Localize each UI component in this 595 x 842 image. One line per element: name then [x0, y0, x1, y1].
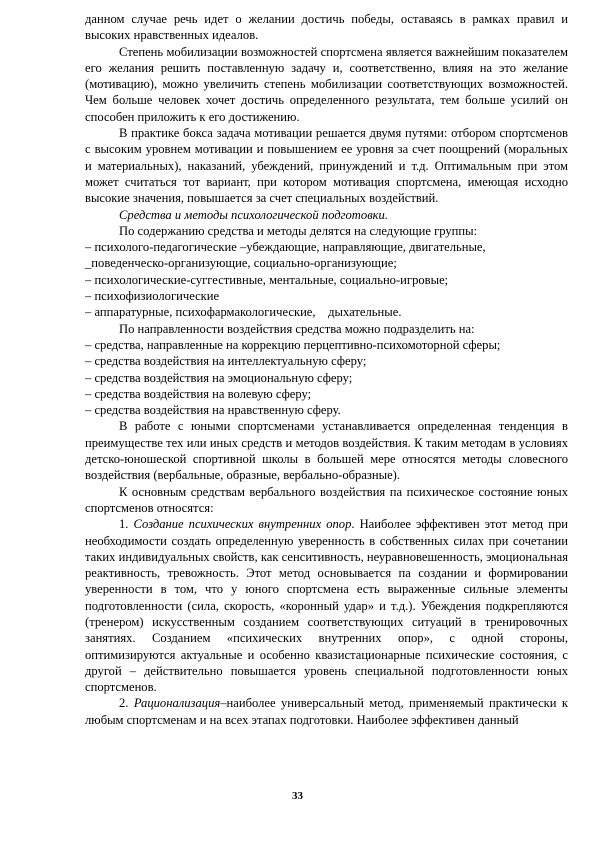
content-group-2: _поведенческо-организующие, социально-организующие; — [85, 256, 397, 271]
method-2-text: –наиболее универсальный метод, применяемый практически к любым спортсменам и на всех этапах подготовки. Наиболее эффективен данный — [85, 696, 569, 727]
content-group-3: – психологические-суггестивные, ментальные, социально-игровые; — [85, 272, 449, 287]
youth-paragraph: В работе с юными спортсменами устанавливается определенная тенденция в преимуществе тех или иных средств и методов воздействия. К таким методам в условиях детско-юношеской спортивной школы в большей мере относятся методы словесного воздействия (вербальные, образные, вербально-образные). — [85, 419, 568, 483]
paragraph-2: Степень мобилизации возможностей спортсмена является важнейшим показателем его желания решить поставленную задачу и, соответственно, влияя на это желание (мотивацию), можно увеличить степень мобилизации соответствующих возможностей. Чем больше человек хочет достичь определенного результата, тем больше усилий он способен приложить к его достижению. — [85, 44, 568, 124]
method-1-title: Создание психических внутренних опор — [133, 517, 352, 532]
content-group-4: – психофизиологические — [85, 289, 220, 304]
section-heading: Средства и методы психологической подготовки. — [119, 207, 389, 222]
method-2-title: Рационализация — [133, 696, 221, 711]
method-1-number: 1. — [119, 517, 129, 532]
content-group-1: – психолого-педагогические –убеждающие, направляющие, двигательные, — [85, 240, 486, 255]
method-2-paragraph — [85, 695, 568, 728]
direction-group-4: – средства воздействия на волевую сферу; — [85, 386, 312, 401]
direction-group-2: – средства воздействия на интеллектуальную сферу; — [85, 354, 367, 369]
direction-group-1: – средства, направленные на коррекцию перцептивно-психомоторной сферы; — [85, 337, 501, 352]
direction-intro: По направленности воздействия средства можно подразделить на: — [119, 321, 475, 336]
method-1-paragraph — [85, 516, 568, 695]
content-group-5: – аппаратурные, психофармакологические, дыхательные. — [85, 305, 402, 320]
method-1-text: . Наиболее эффективен этот метод при необходимости создать определенную уверенность в собственных силах при сочетании таких индивидуальных свойств, как сенситивность, неуравновешенность, эмоциональная реактивность, тревожность. Этот метод основывается па создании и формировании уверенности в том, что у юного спортсмена есть выраженные сильные элементы подготовленности (сила, скорость, «коронный удар» и т.д.). Убеждения подкрепляются (тренером) искусственным созданием соответствующих ситуаций в тренировочных занятиях. Созданием «психических внутренних опор», с одной стороны, оптимизируются актуальные и особенно квазистационарные психические состояния, с другой – действительно повышается уровень специальной подготовленности юных спортсменов. — [85, 517, 568, 695]
method-2-number: 2. — [119, 696, 129, 711]
page-number: 33 — [292, 790, 303, 802]
content-intro: По содержанию средства и методы делятся на следующие группы: — [119, 223, 478, 238]
paragraph-3: В практике бокса задача мотивации решается двумя путями: отбором спортсменов с высоким уровнем мотивации и повышением ее уровня за счет поощрений (моральных и материальных), наказаний, убеждений, принуждений и т.д. Оптимальным при этом может считаться тот вариант, при котором мотивация спортсмена, имеющая исходно высокие значения, повышается за счет специальных воздействий. — [85, 126, 568, 206]
direction-group-5: – средства воздействия на нравственную сферу. — [85, 403, 341, 418]
verbal-paragraph: К основным средствам вербального воздействия па психическое состояние юных спортсменов относятся: — [85, 484, 568, 515]
paragraph-1: данном случае речь идет о желании достичь победы, оставаясь в рамках правил и высоких нравственных идеалов. — [85, 12, 568, 43]
direction-group-3: – средства воздействия на эмоциональную сферу; — [85, 370, 353, 385]
